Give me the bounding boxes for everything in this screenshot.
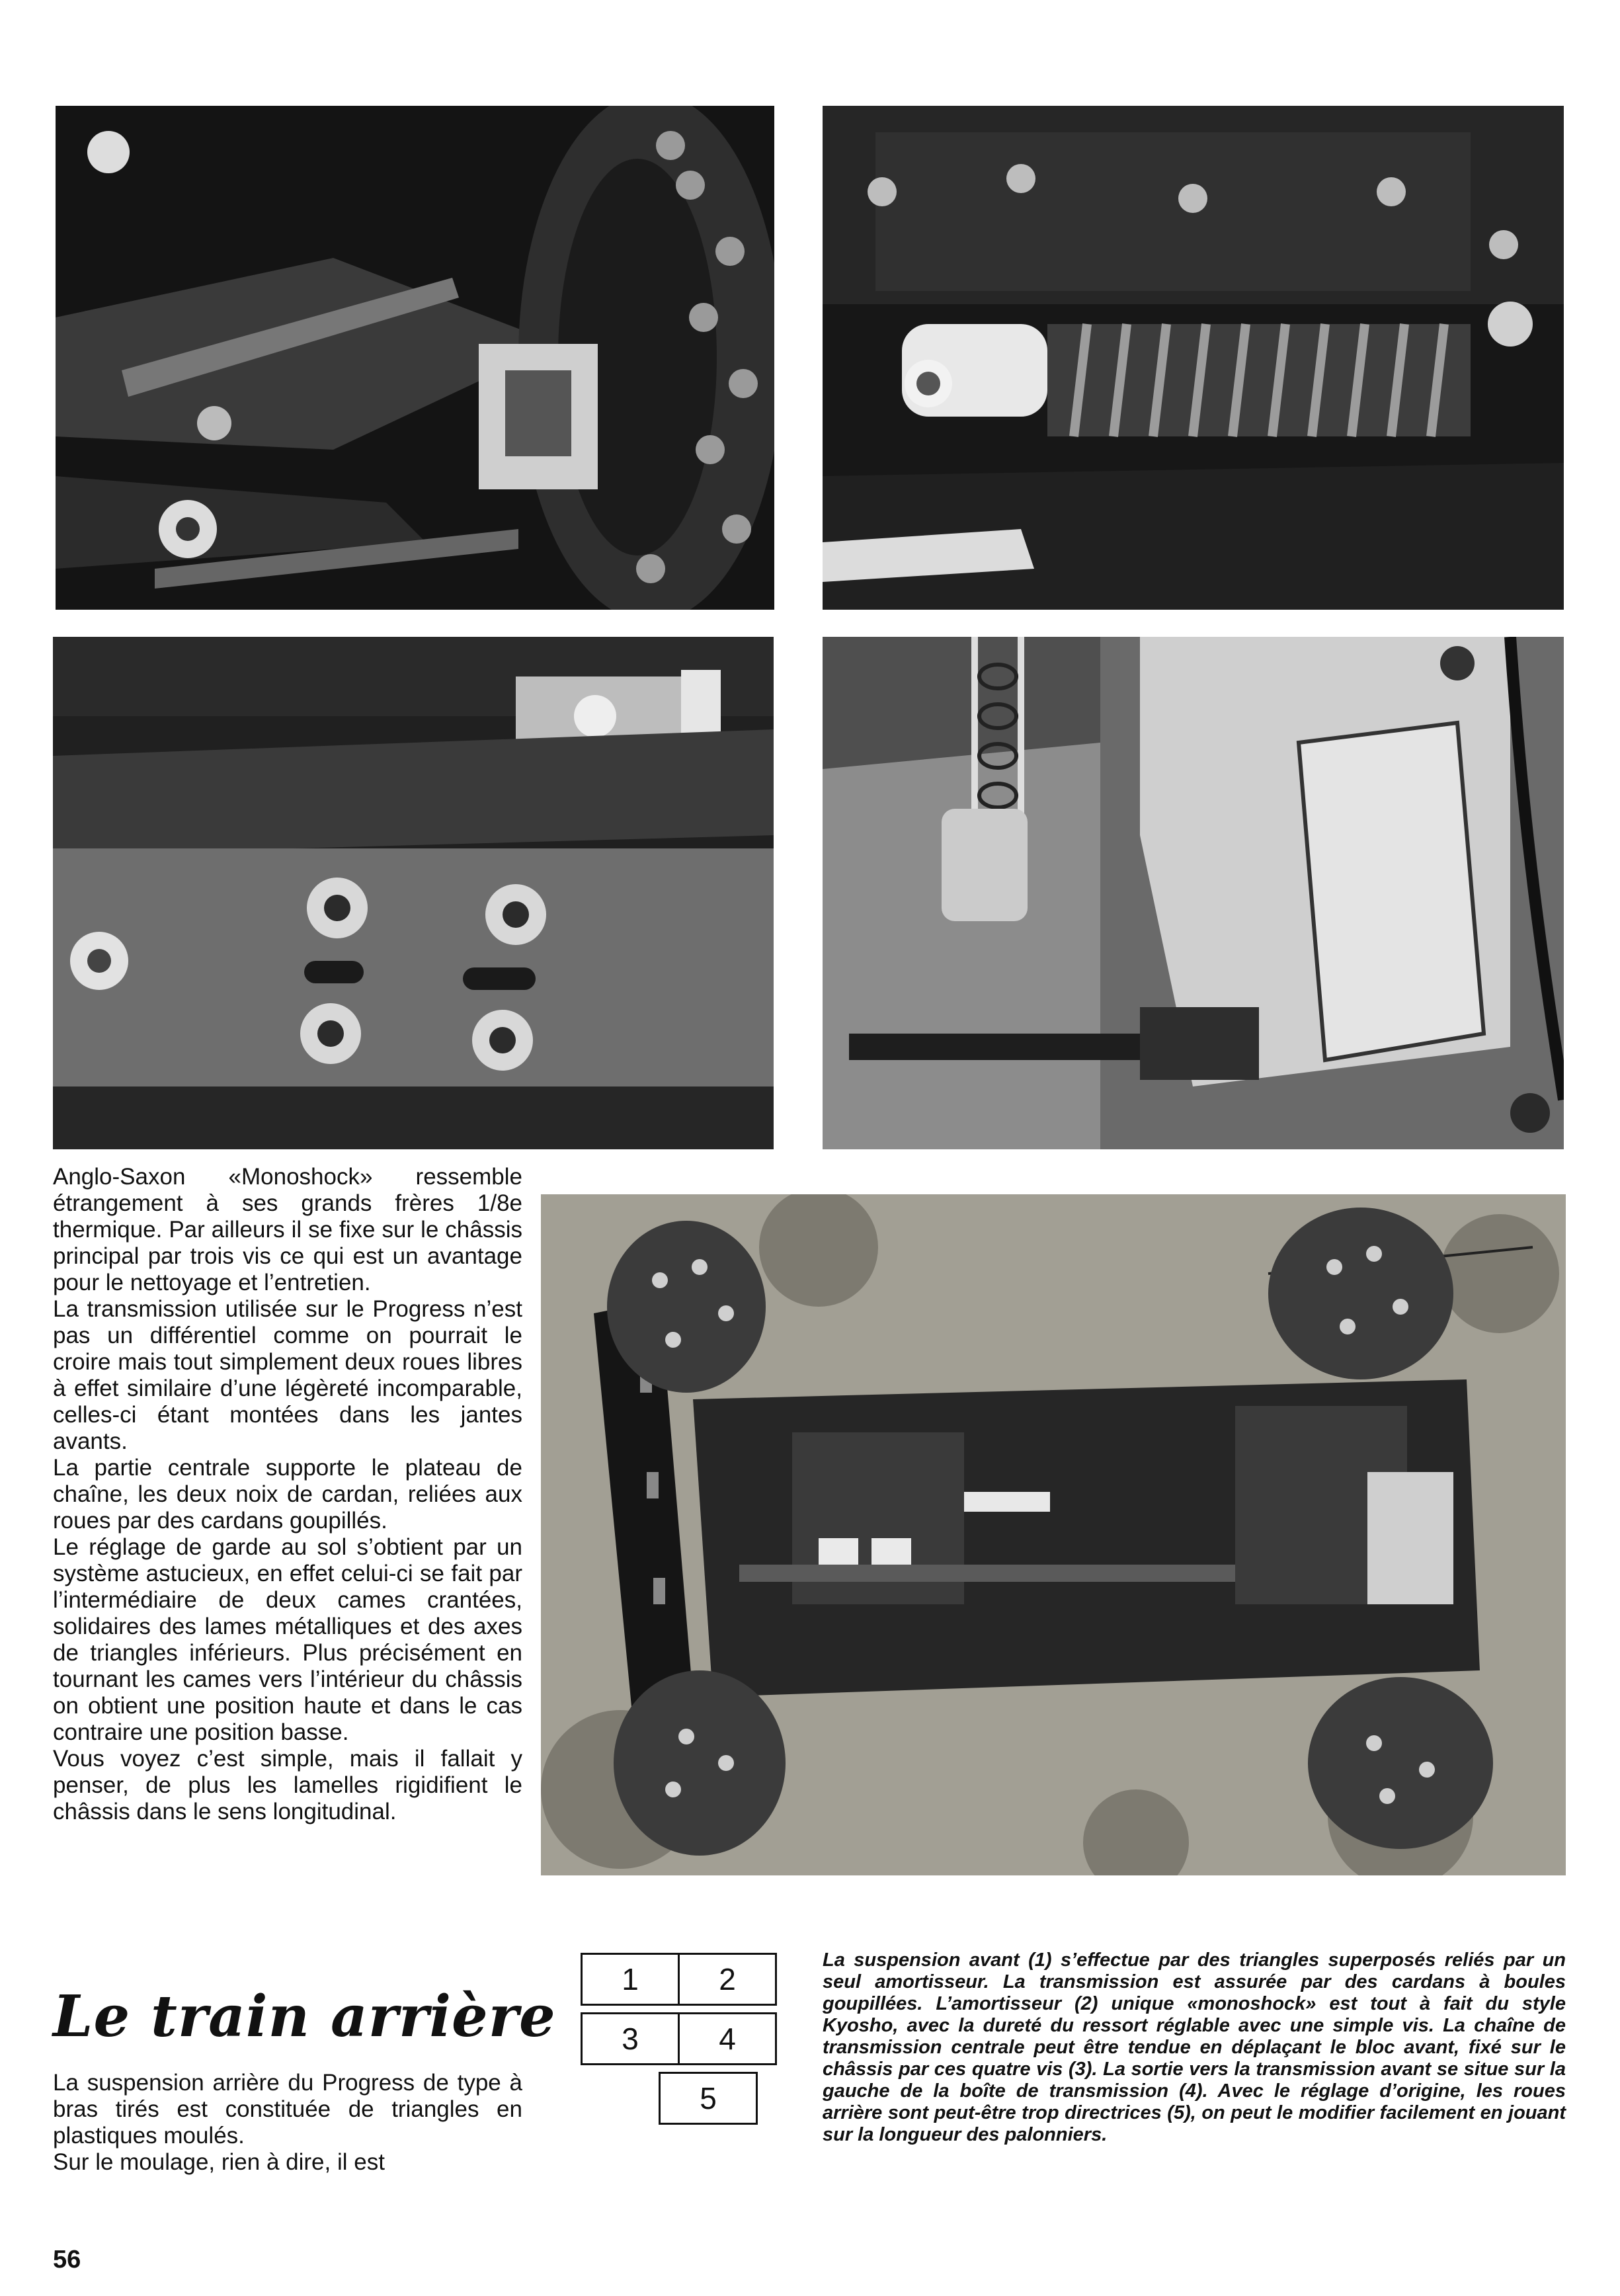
section-heading: Le train arrière [53, 1983, 556, 2050]
paragraph: Anglo-Saxon «Monoshock» ressemble étrangement à ses grands frères 1/8e thermique. Par ailleurs il se fixe sur le châssis principal par trois vis ce qui est un avantage pour le nettoyage et l’entretien. [53, 1164, 522, 1295]
front-suspension-photo [56, 106, 774, 610]
photo-key-cell: 2 [678, 1953, 777, 2006]
photo-key-cell: 5 [659, 2072, 758, 2125]
photo-key-cell: 1 [581, 1953, 680, 2006]
photo-key-grid [581, 1953, 792, 2133]
paragraph: La partie centrale supporte le plateau de chaîne, les deux noix de cardan, reliées aux roues par des cardans goupillés. [53, 1455, 522, 1534]
paragraph: La transmission utilisée sur le Progress n’est pas un différentiel comme on pourrait le croire mais tout simplement deux roues libres à effet similaire d’une légèreté incomparable, celles-ci étant montées dans les jantes avants. [53, 1296, 522, 1454]
article-text-upper [53, 1164, 522, 1825]
photo-key-cell: 3 [581, 2012, 680, 2065]
paragraph: La suspension arrière du Progress de type à bras tirés est constituée de triangles en plastiques moulés. [53, 2070, 522, 2149]
paragraph: Sur le moulage, rien à dire, il est [53, 2149, 385, 2175]
page-number: 56 [53, 2246, 81, 2274]
paragraph: Vous voyez c’est simple, mais il fallait y penser, de plus les lamelles rigidifient le châssis dans le sens longitudinal. [53, 1746, 522, 1824]
full-car-photo [541, 1194, 1566, 1875]
photo-key-cell: 4 [678, 2012, 777, 2065]
photo-caption: La suspension avant (1) s’effectue par des triangles superposés reliés par un seul amortisseur. La transmission est assurée par des cardans à boules goupillées. L’amortisseur (2) unique «monoshock» est tout à fait du style Kyosho, avec la dureté du ressort réglable avec une simple vis. La chaîne de transmission centrale peut être tendue en déplaçant le bloc avant, fixé sur le châssis par ces quatre vis (3). La sortie vers la transmission avant se situe sur la gauche de la boîte de transmission (4). Avec le réglage d’origine, les roues arrière sont peut-être trop directrices (5), on peut le modifier facilement en jouant sur la longueur des palonniers. [823, 1949, 1566, 2145]
transmission-box-photo [823, 637, 1564, 1149]
chassis-screws-photo [53, 637, 774, 1149]
monoshock-photo [823, 106, 1564, 610]
paragraph: Le réglage de garde au sol s’obtient par un système astucieux, en effet celui-ci se fait par l’intermédiaire de deux cames crantées, solidaires des lames métalliques et des axes de triangles inférieurs. Plus précisément en tournant les cames vers l’intérieur du châssis on obtient une position haute et dans le cas contraire une position basse. [53, 1534, 522, 1745]
article-text-lower [53, 2070, 522, 2176]
